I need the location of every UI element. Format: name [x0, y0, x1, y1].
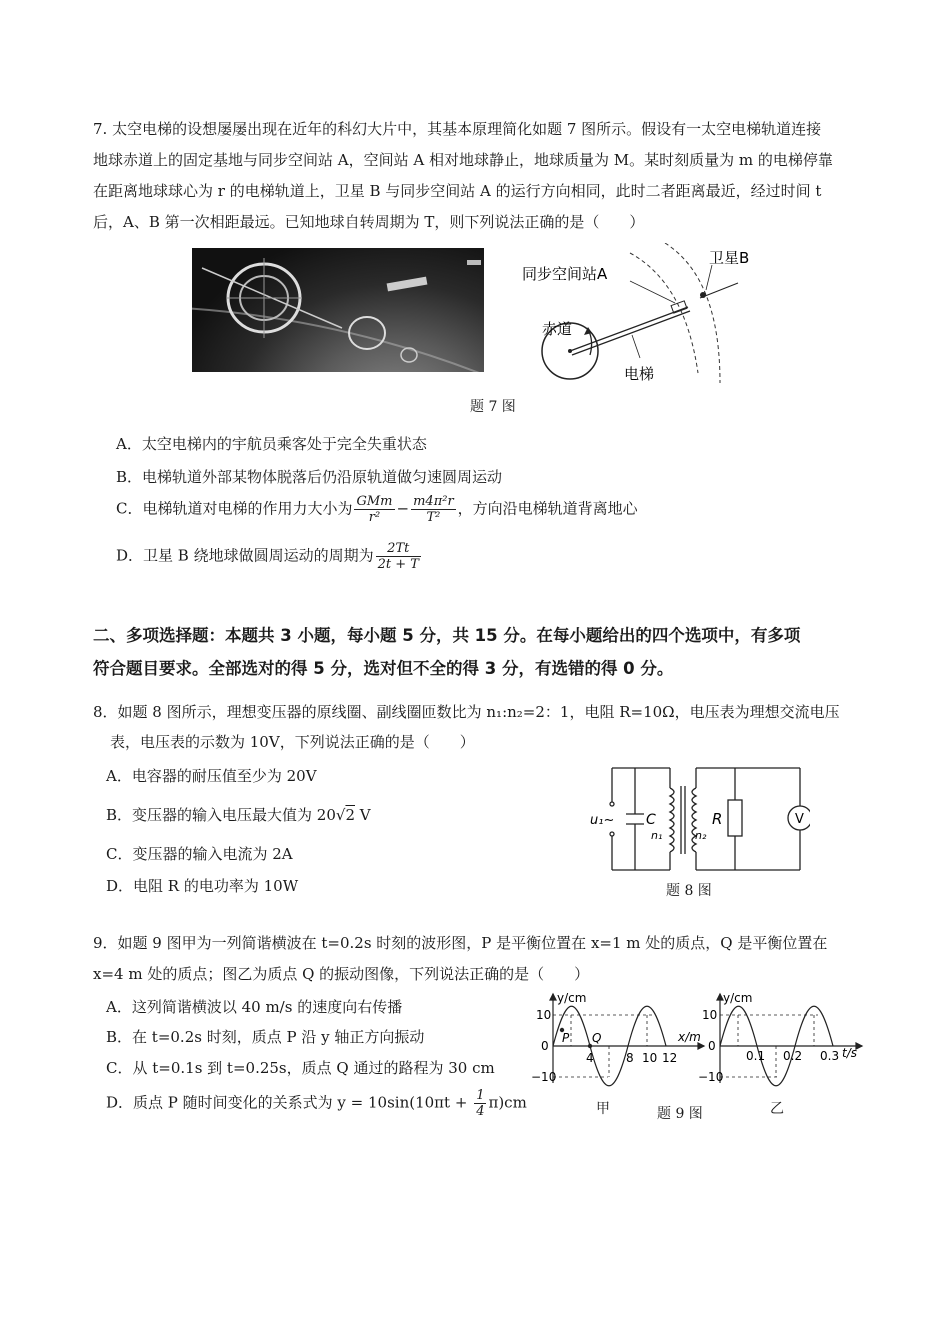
- yi-y-tick-10: 10: [702, 1008, 718, 1022]
- q7-orbit-diagram: [520, 243, 780, 393]
- q7-d-fraction: [376, 541, 421, 572]
- q7-c-f2-num: m4π²r: [413, 494, 454, 509]
- q7-c-minus: −: [396, 499, 410, 518]
- q9-yi-name: 乙: [770, 1101, 784, 1117]
- q8-stem-line-2: 表，电压表的示数为 10V，下列说法正确的是（ ）: [110, 733, 475, 751]
- jia-x-tick-8: 8: [626, 1051, 634, 1065]
- n2-label: n₂: [695, 829, 707, 842]
- yi-ylabel: y/cm: [723, 991, 753, 1005]
- q8-option-a: A．电容器的耐压值至少为 20V: [106, 767, 317, 785]
- q7-option-d-prefix: D．卫星 B 绕地球做圆周运动的周期为: [116, 546, 374, 565]
- q8-option-b-prefix: B．变压器的输入电压最大值为 20: [106, 806, 336, 824]
- q9-d-fraction: [474, 1088, 486, 1119]
- yi-y-tick-neg10: −10: [698, 1070, 724, 1084]
- q9-option-d: [106, 1088, 527, 1119]
- voltmeter-label: V: [795, 812, 804, 827]
- yi-y-tick-0: 0: [708, 1039, 716, 1053]
- jia-x-tick-4: 4: [586, 1051, 594, 1065]
- q7-option-b: B．电梯轨道外部某物体脱落后仍沿原轨道做匀速圆周运动: [116, 468, 503, 486]
- jia-y-tick-0: 0: [541, 1039, 549, 1053]
- jia-p-label: P: [562, 1031, 570, 1045]
- q8-option-d: D．电阻 R 的电功率为 10W: [106, 877, 299, 895]
- satellite-b-marker: [700, 292, 706, 298]
- q9-stem-line-2: x=4 m 处的质点；图乙为质点 Q 的振动图像，下列说法正确的是（ ）: [93, 965, 590, 983]
- jia-y-tick-neg10: −10: [531, 1070, 557, 1084]
- q7-stem-line-2: 地球赤道上的固定基地与同步空间站 A，空间站 A 相对地球静止，地球质量为 M。某时刻质量为 m 的电梯停靠: [93, 151, 833, 169]
- q8-stem-line-1: 8．如题 8 图所示，理想变压器的原线圈、副线圈匝数比为 n₁:n₂=2：1，电阻 R=10Ω，电压表为理想交流电压: [93, 703, 840, 721]
- space-elevator-photo: [192, 248, 484, 372]
- satellite-b-label: 卫星B: [709, 249, 750, 267]
- sqrt-icon: √: [335, 806, 346, 824]
- jia-x-tick-10: 10: [642, 1051, 658, 1065]
- q7-option-a: A．太空电梯内的宇航员乘客处于完全失重状态: [116, 435, 427, 453]
- capacitor-label: C: [646, 812, 656, 828]
- q9-figure-caption: 题 9 图: [657, 1106, 703, 1122]
- q9-jia-name: 甲: [596, 1101, 610, 1117]
- q9-option-c: C．从 t=0.1s 到 t=0.25s，质点 Q 通过的路程为 30 cm: [106, 1059, 495, 1077]
- section2-heading-line-2: 符合题目要求。全部选对的得 5 分，选对但不全的得 3 分，有选错的得 0 分。: [93, 659, 674, 678]
- q8-figure-caption: 题 8 图: [666, 883, 712, 899]
- jia-ylabel: y/cm: [557, 991, 587, 1005]
- q7-c-f1-den: r²: [368, 510, 381, 525]
- q9-wave-graph-jia: [528, 988, 708, 1088]
- q7-option-c-prefix: C．电梯轨道对电梯的作用力大小为: [116, 499, 353, 518]
- q8-option-b: [106, 804, 371, 825]
- elevator-label: 电梯: [624, 365, 655, 383]
- q8-option-b-suffix: V: [355, 806, 371, 824]
- q9-d-num: 1: [476, 1088, 485, 1103]
- q7-c-f2-den: T²: [426, 510, 441, 525]
- space-station-illustration: [192, 248, 484, 372]
- q7-d-num: 2Tt: [376, 541, 421, 557]
- n1-label: n₁: [651, 829, 663, 842]
- yi-x-tick-0.3: 0.3: [820, 1049, 840, 1063]
- yi-x-tick-0.1: 0.1: [746, 1049, 766, 1063]
- q7-c-f1-num: GMm: [356, 494, 393, 509]
- q9-option-d-prefix: D．质点 P 随时间变化的关系式为 y = 10sin(10πt +: [106, 1093, 473, 1112]
- station-a-label: 同步空间站A: [522, 265, 608, 283]
- q7-c-fraction-2: [411, 494, 456, 525]
- q9-vibration-graph-yi: [698, 988, 868, 1088]
- q7-d-den: 2t + T: [377, 557, 419, 572]
- yi-xlabel: t/s: [842, 1046, 857, 1060]
- equator-label: 赤道: [542, 320, 573, 338]
- q8-circuit-diagram: [590, 760, 810, 875]
- q7-option-c-suffix: ，方向沿电梯轨道背离地心: [457, 499, 638, 518]
- q9-d-den: 4: [476, 1104, 485, 1119]
- q7-stem-line-4: 后，A、B 第一次相距最远。已知地球自转周期为 T，则下列说法正确的是（ ）: [93, 213, 645, 231]
- jia-x-tick-12: 12: [662, 1051, 678, 1065]
- q7-option-c: [116, 494, 638, 525]
- q9-option-b: B．在 t=0.2s 时刻，质点 P 沿 y 轴正方向振动: [106, 1028, 425, 1046]
- q7-figure-caption: 题 7 图: [470, 399, 516, 415]
- q9-stem-line-1: 9．如题 9 图甲为一列简谐横波在 t=0.2s 时刻的波形图，P 是平衡位置在 x=1 m 处的质点，Q 是平衡位置在: [93, 934, 828, 952]
- q8-b-sqrt-arg: 2: [345, 806, 355, 824]
- u1-label: u₁~: [590, 813, 615, 828]
- q7-stem-line-3: 在距离地球球心为 r 的电梯轨道上，卫星 B 与同步空间站 A 的运行方向相同，此时二者距离最近，经过时间 t: [93, 182, 822, 200]
- jia-y-tick-10: 10: [536, 1008, 552, 1022]
- yi-x-tick-0.2: 0.2: [783, 1049, 803, 1063]
- q7-c-fraction-1: [354, 494, 394, 525]
- q9-option-d-suffix: π)cm: [488, 1093, 527, 1112]
- q9-option-a: A．这列简谐横波以 40 m/s 的速度向右传播: [106, 998, 403, 1016]
- station-a-marker: [671, 301, 687, 313]
- sync-orbit: [630, 253, 698, 373]
- jia-q-label: Q: [592, 1031, 602, 1045]
- q7-stem-line-1: 7. 太空电梯的设想屡屡出现在近年的科幻大片中，其基本原理简化如题 7 图所示。假设有一太空电梯轨道连接: [93, 120, 822, 138]
- jia-xlabel: x/m: [678, 1030, 701, 1044]
- section2-heading-line-1: 二、多项选择题：本题共 3 小题，每小题 5 分，共 15 分。在每小题给出的四个选项中，有多项: [93, 626, 801, 645]
- q8-option-c: C．变压器的输入电流为 2A: [106, 845, 293, 863]
- resistor-label: R: [712, 810, 723, 828]
- q7-option-d: [116, 541, 423, 572]
